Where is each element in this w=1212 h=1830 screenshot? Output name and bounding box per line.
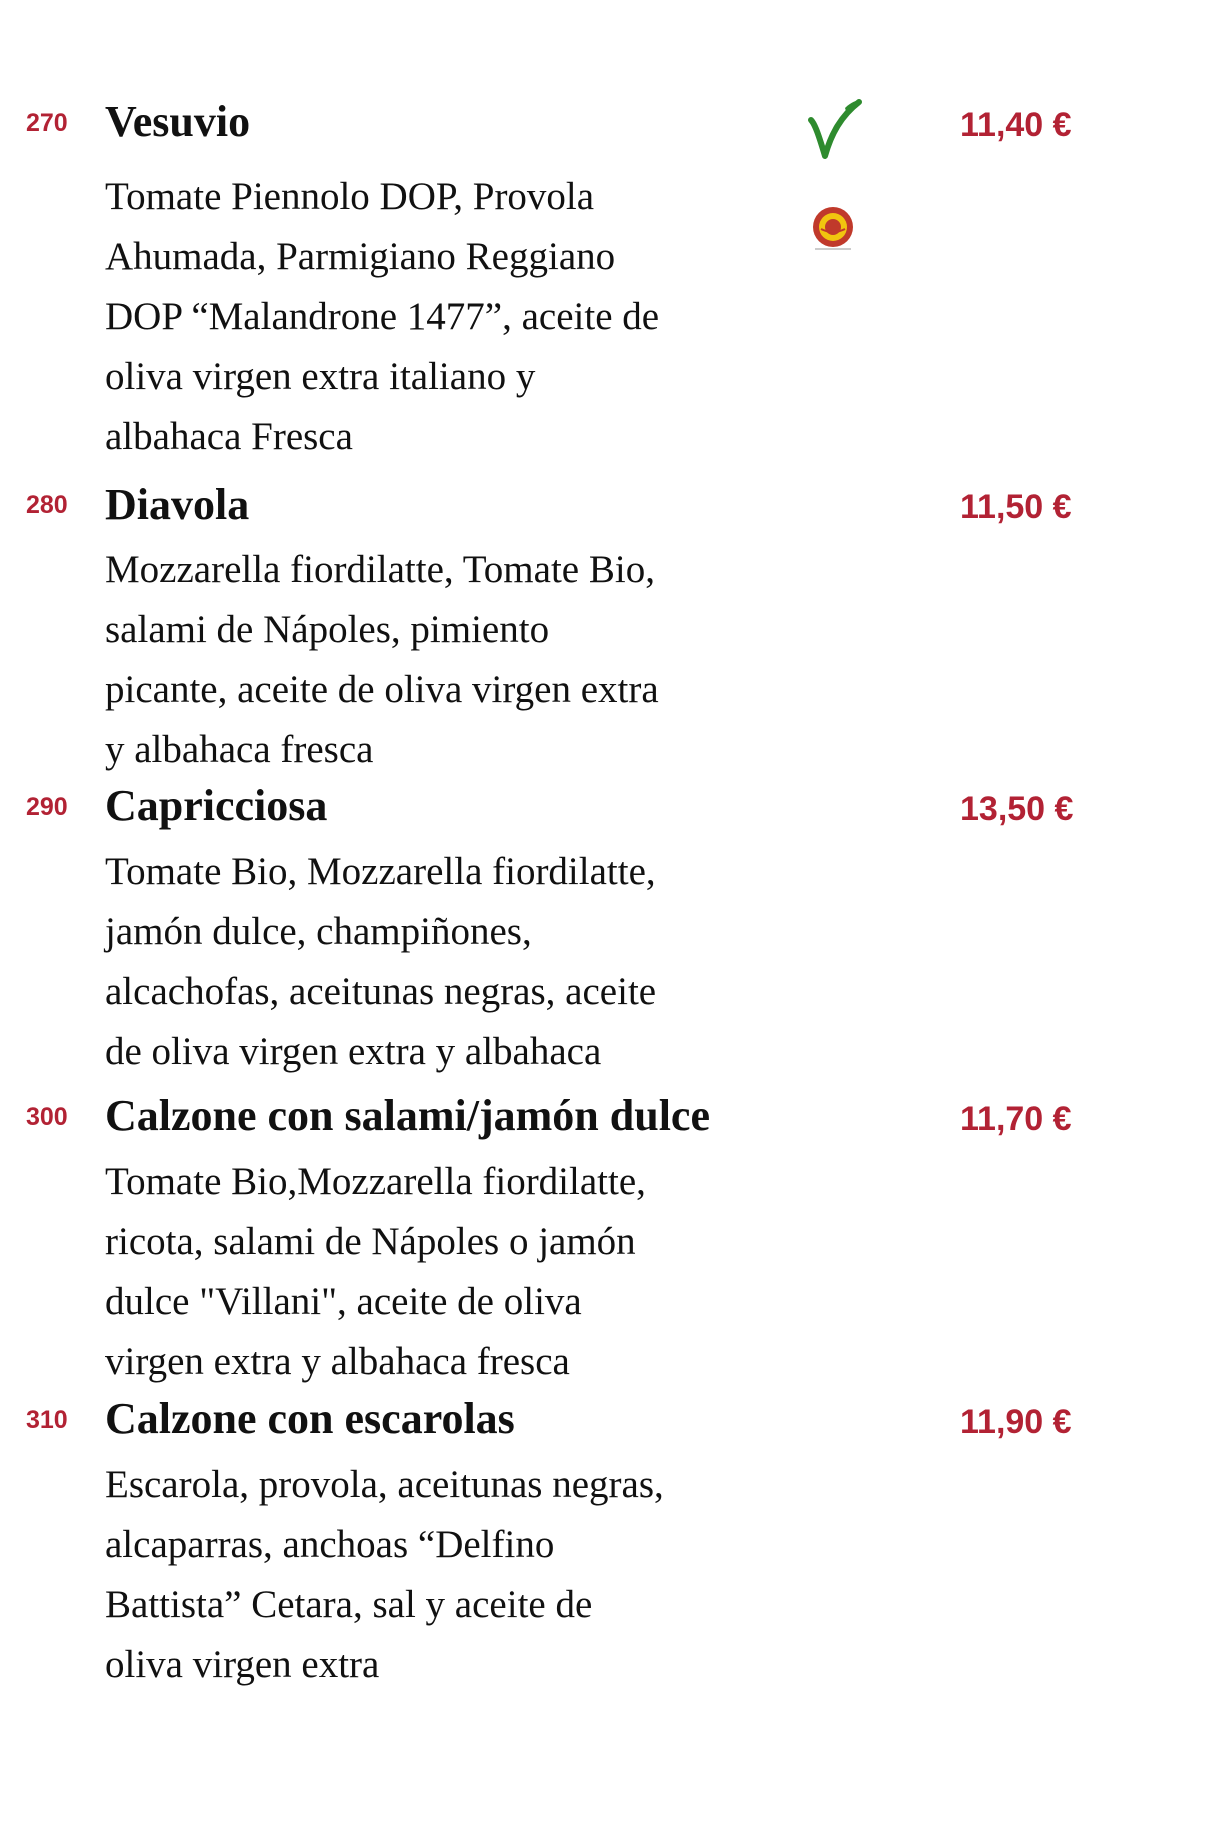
- description-line: Tomate Bio, Mozzarella fiordilatte,: [105, 850, 656, 893]
- description-line: Tomate Bio,Mozzarella fiordilatte,: [105, 1160, 646, 1203]
- item-description: [105, 167, 785, 467]
- description-line: albahaca Fresca: [105, 415, 353, 458]
- description-line: de oliva virgen extra y albahaca: [105, 1030, 602, 1073]
- item-price: 11,70 €: [960, 1100, 1072, 1138]
- item-price: 11,40 €: [960, 106, 1072, 144]
- item-price: 11,50 €: [960, 488, 1072, 526]
- item-price: 11,90 €: [960, 1403, 1072, 1441]
- description-line: alcachofas, aceitunas negras, aceite: [105, 970, 657, 1013]
- description-line: Ahumada, Parmigiano Reggiano: [105, 235, 616, 278]
- item-description: [105, 540, 785, 780]
- item-name: Capricciosa: [105, 781, 328, 830]
- description-line: Battista” Cetara, sal y aceite de: [105, 1583, 593, 1626]
- item-code: 270: [26, 109, 68, 137]
- item-name: Calzone con escarolas: [105, 1394, 515, 1443]
- item-description: [105, 1455, 785, 1695]
- vegetarian-check-icon: [805, 98, 865, 169]
- description-line: alcaparras, anchoas “Delfino: [105, 1523, 555, 1566]
- description-line: dulce "Villani", aceite de oliva: [105, 1280, 582, 1323]
- item-name: Diavola: [105, 480, 250, 529]
- description-line: y albahaca fresca: [105, 728, 374, 771]
- item-code: 280: [26, 491, 68, 519]
- item-code: 290: [26, 793, 68, 821]
- description-line: oliva virgen extra: [105, 1643, 380, 1686]
- item-description: [105, 1152, 785, 1392]
- item-code: 310: [26, 1406, 68, 1434]
- description-line: Mozzarella fiordilatte, Tomate Bio,: [105, 548, 655, 591]
- description-line: oliva virgen extra italiano y: [105, 355, 536, 398]
- item-description: [105, 842, 785, 1082]
- item-price: 13,50 €: [960, 790, 1074, 828]
- description-line: Escarola, provola, aceitunas negras,: [105, 1463, 664, 1506]
- item-name: Calzone con salami/jamón dulce: [105, 1091, 710, 1140]
- description-line: Tomate Piennolo DOP, Provola: [105, 175, 595, 218]
- description-line: picante, aceite de oliva virgen extra: [105, 668, 659, 711]
- dop-seal-icon: [811, 205, 855, 256]
- item-name: Vesuvio: [105, 97, 251, 146]
- description-line: jamón dulce, champiñones,: [105, 910, 532, 953]
- item-code: 300: [26, 1103, 68, 1131]
- description-line: DOP “Malandrone 1477”, aceite de: [105, 295, 660, 338]
- description-line: virgen extra y albahaca fresca: [105, 1340, 570, 1383]
- description-line: ricota, salami de Nápoles o jamón: [105, 1220, 636, 1263]
- description-line: salami de Nápoles, pimiento: [105, 608, 550, 651]
